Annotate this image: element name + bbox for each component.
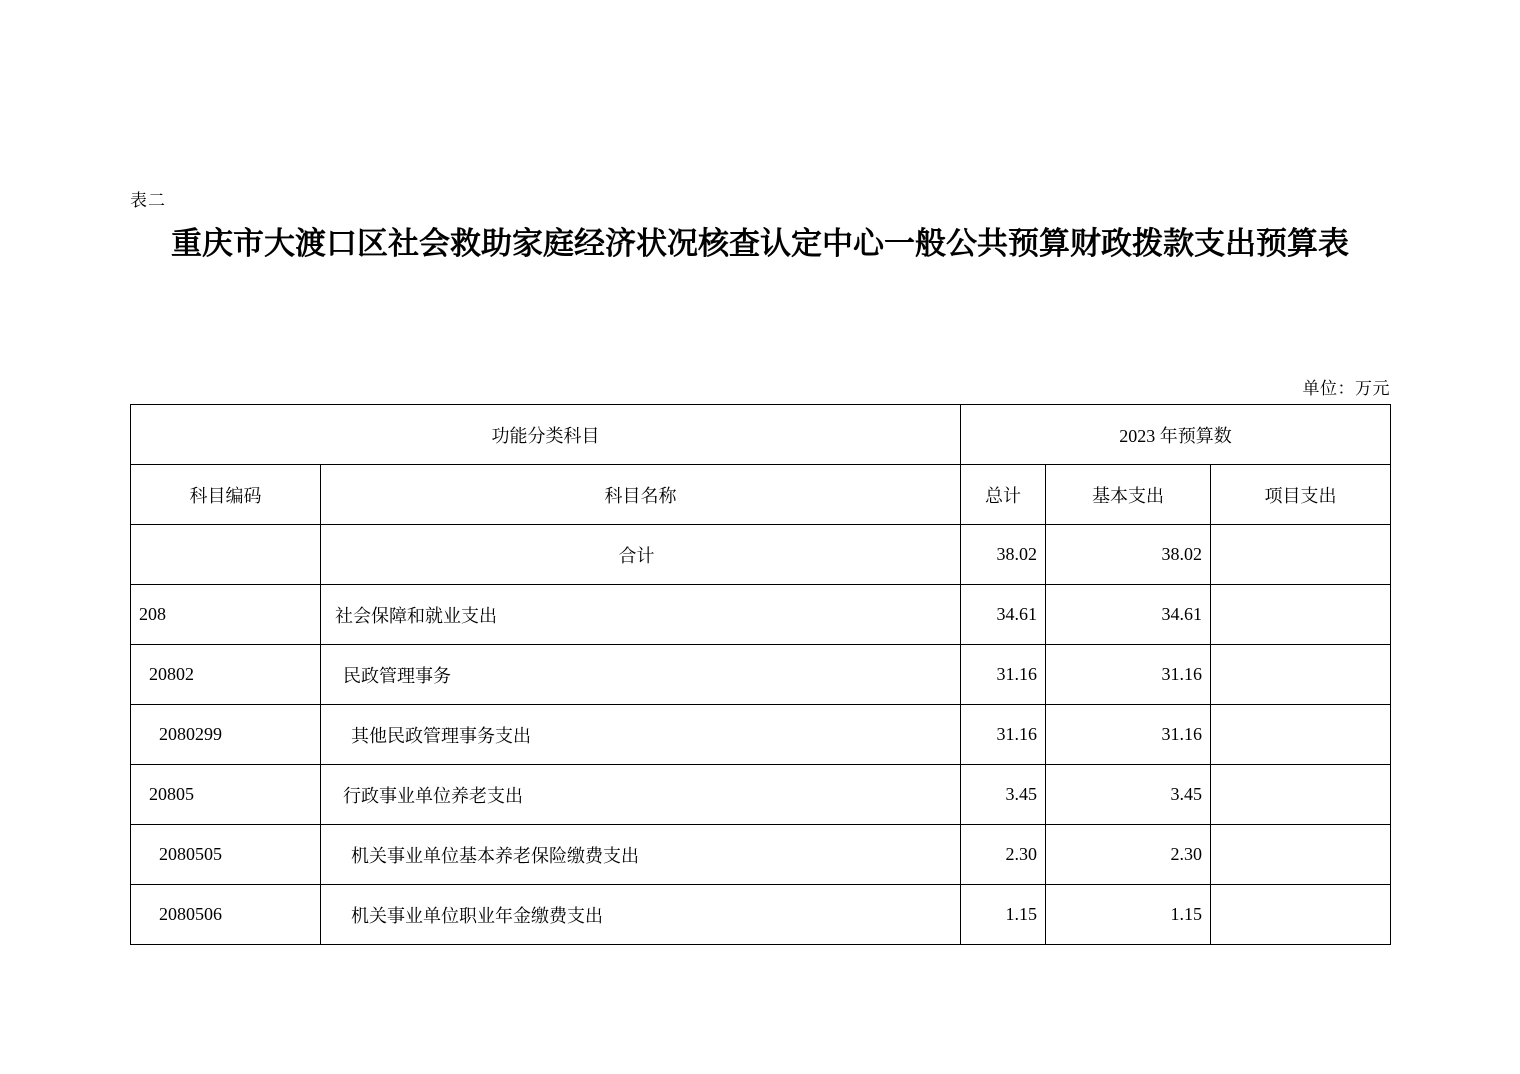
table-row <box>131 645 1391 705</box>
cell-code: 2080506 <box>131 885 321 945</box>
page-title: 重庆市大渡口区社会救助家庭经济状况核查认定中心一般公共预算财政拨款支出预算表 <box>171 226 1349 261</box>
cell-project <box>1211 645 1391 705</box>
cell-total: 38.02 <box>961 525 1046 585</box>
header-classification: 功能分类科目 <box>131 405 961 465</box>
cell-code <box>131 525 321 585</box>
table-body <box>131 525 1391 945</box>
cell-basic: 38.02 <box>1046 525 1211 585</box>
cell-basic: 2.30 <box>1046 825 1211 885</box>
cell-code: 20805 <box>131 765 321 825</box>
column-header-code: 科目编码 <box>131 465 321 525</box>
cell-total: 3.45 <box>961 765 1046 825</box>
table-row <box>131 825 1391 885</box>
cell-code: 2080299 <box>131 705 321 765</box>
header-year-budget: 2023 年预算数 <box>961 405 1391 465</box>
table-head <box>131 405 1391 525</box>
cell-total: 2.30 <box>961 825 1046 885</box>
table-header-row <box>131 465 1391 525</box>
sheet-label: 表二 <box>130 191 166 210</box>
cell-project <box>1211 525 1391 585</box>
table-row <box>131 525 1391 585</box>
cell-code: 208 <box>131 585 321 645</box>
cell-total: 31.16 <box>961 645 1046 705</box>
cell-project <box>1211 705 1391 765</box>
column-header-total: 总计 <box>961 465 1046 525</box>
table-row <box>131 705 1391 765</box>
cell-basic: 31.16 <box>1046 705 1211 765</box>
table-row <box>131 585 1391 645</box>
cell-name: 机关事业单位基本养老保险缴费支出 <box>321 825 961 885</box>
column-header-name: 科目名称 <box>321 465 961 525</box>
cell-name: 行政事业单位养老支出 <box>321 765 961 825</box>
cell-total: 34.61 <box>961 585 1046 645</box>
cell-basic: 3.45 <box>1046 765 1211 825</box>
cell-basic: 1.15 <box>1046 885 1211 945</box>
table-header-group-row <box>131 405 1391 465</box>
budget-table <box>130 404 1391 945</box>
cell-name: 合计 <box>321 525 961 585</box>
cell-total: 1.15 <box>961 885 1046 945</box>
column-header-basic: 基本支出 <box>1046 465 1211 525</box>
unit-note: 单位：万元 <box>1302 379 1390 398</box>
cell-code: 2080505 <box>131 825 321 885</box>
cell-basic: 34.61 <box>1046 585 1211 645</box>
cell-project <box>1211 765 1391 825</box>
cell-project <box>1211 825 1391 885</box>
cell-code: 20802 <box>131 645 321 705</box>
table-row <box>131 765 1391 825</box>
cell-basic: 31.16 <box>1046 645 1211 705</box>
cell-name: 民政管理事务 <box>321 645 961 705</box>
cell-name: 其他民政管理事务支出 <box>321 705 961 765</box>
cell-total: 31.16 <box>961 705 1046 765</box>
cell-project <box>1211 585 1391 645</box>
cell-name: 社会保障和就业支出 <box>321 585 961 645</box>
column-header-project: 项目支出 <box>1211 465 1391 525</box>
cell-project <box>1211 885 1391 945</box>
table-row <box>131 885 1391 945</box>
cell-name: 机关事业单位职业年金缴费支出 <box>321 885 961 945</box>
